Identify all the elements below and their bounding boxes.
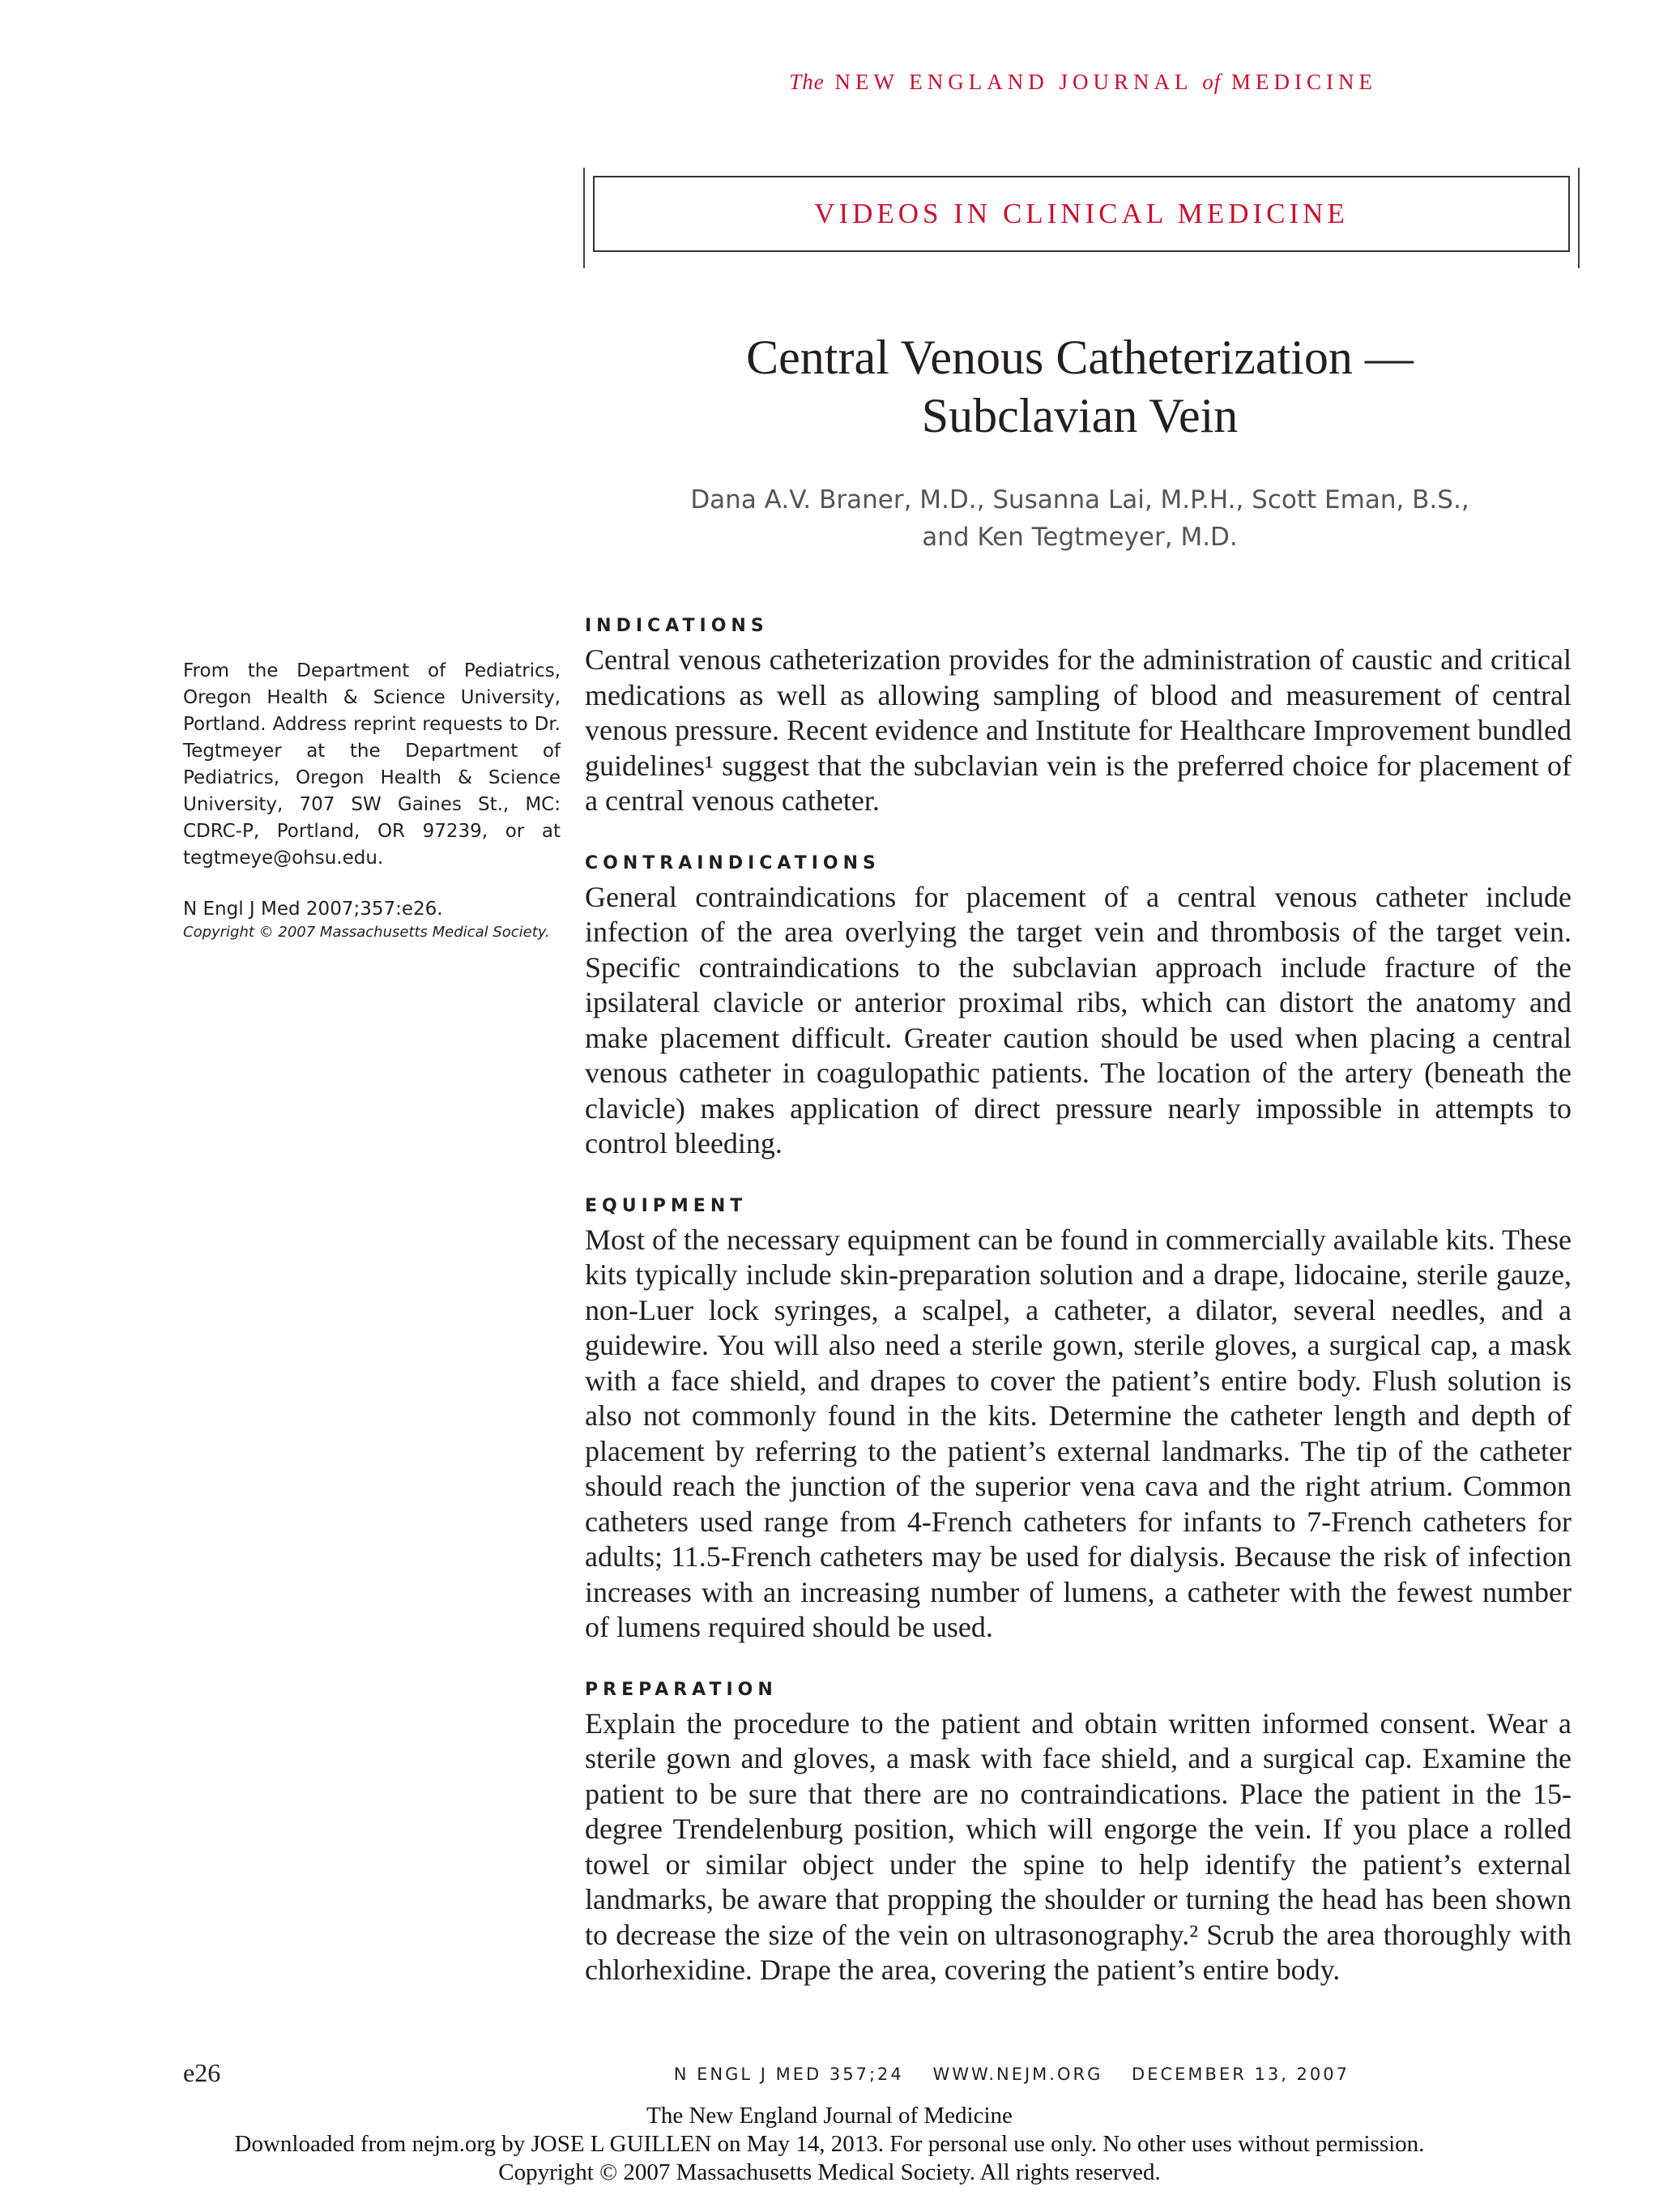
running-head-journal-b: MEDICINE (1231, 70, 1377, 94)
sidebar (183, 658, 561, 942)
section-paragraph: Central venous catheterization provides for the administration of caustic and critical medications as well as allowing sampling of blood and measurement of central venous pressure. Recent evidence and Institute for Healthcare Improvement bundled guidelines¹ suggest that the subclavian vein is the preferred choice for placement of a central venous catheter. (585, 643, 1572, 817)
author-list (583, 481, 1576, 556)
download-notice (0, 2102, 1659, 2187)
author-line-2: and Ken Tegtmeyer, M.D. (922, 523, 1238, 552)
footer-journal-citation: N ENGL J MED 357;24 (673, 2065, 904, 2084)
section-indications (585, 616, 1572, 819)
article-title-line-1: Central Venous Catheterization — (746, 331, 1414, 384)
footer-website-link[interactable]: WWW.NEJM.ORG (932, 2065, 1103, 2084)
section-heading: PREPARATION (585, 1679, 778, 1700)
citation: N Engl J Med 2007;357:e26. (183, 899, 443, 920)
section-preparation (585, 1680, 1572, 1988)
section-label: VIDEOS IN CLINICAL MEDICINE (814, 198, 1349, 229)
download-notice-copyright: Copyright © 2007 Massachusetts Medical Society. All rights reserved. (498, 2159, 1161, 2185)
article-title (583, 328, 1576, 445)
section-paragraph: Most of the necessary equipment can be found in commercially available kits. These kits typically include skin-preparation solution and a drape, lidocaine, sterile gauze, non-Luer lock syringes, a scalpel, a catheter, a dilator, several needles, and a guidewire. You will also need a sterile gown, sterile gloves, a surgical cap, a mask with a face shield, and drapes to cover the patient’s entire body. Flush solution is also not commonly found in the kits. Determine the catheter length and depth of placement by referring to the patient’s external landmarks. The tip of the catheter should reach the junction of the superior vena cava and the right atrium. Common catheters used range from 4-French catheters for infants to 7-French catheters for adults; 11.5-French catheters may be used for dialysis. Because the risk of infection increases with an increasing number of lumens, a catheter with the fewest number of lumens required should be used. (585, 1223, 1572, 1643)
section-paragraph: Explain the procedure to the patient and obtain written informed consent. Wear a sterile gown and gloves, a mask with face shield, and a surgical cap. Examine the patient to be sure that there are no contraindications. Place the patient in the 15-degree Trendelenburg position, which will engorge the vein. If you place a rolled towel or similar object under the spine to help identify the patient’s external landmarks, be aware that propping the shoulder or turning the head has been shown to decrease the size of the vein on ultrasonography.² Scrub the area thoroughly with chlorhexidine. Drape the area, covering the patient’s entire body. (585, 1706, 1572, 1986)
section-contraindications (585, 853, 1572, 1162)
running-head-of: of (1202, 70, 1222, 94)
section-paragraph: General contraindications for placement of a central venous catheter include infection of the area overlying the target vein and thrombosis of the target vein. Specific contraindications to the subclavian approach include fracture of the ipsilateral clavicle or anterior proximal ribs, which can distort the anatomy and make placement difficult. Greater caution should be used when placing a central venous catheter in coagulopathic patients. The location of the artery (beneath the clavicle) makes application of direct pressure nearly impossible in attempts to control bleeding. (585, 880, 1572, 1159)
section-heading: CONTRAINDICATIONS (585, 852, 881, 873)
section-label-box (583, 168, 1580, 268)
footer-issue-date: DECEMBER 13, 2007 (1132, 2065, 1350, 2084)
footer-journal-info (653, 2065, 1350, 2084)
page-footer (183, 2058, 1350, 2090)
section-equipment (585, 1196, 1572, 1646)
sidebar-copyright: Copyright © 2007 Massachusetts Medical Society. (183, 924, 550, 941)
download-notice-usage: Downloaded from nejm.org by JOSE L GUILLEN on May 14, 2013. For personal use only. No other uses without permission. (234, 2131, 1425, 2157)
running-head-journal-a: NEW ENGLAND JOURNAL (834, 70, 1192, 94)
running-head (0, 70, 1377, 95)
section-heading: INDICATIONS (585, 616, 769, 636)
running-head-the: The (789, 70, 825, 94)
article-title-line-2: Subclavian Vein (921, 389, 1239, 442)
author-line-1: Dana A.V. Braner, M.D., Susanna Lai, M.P.H., Scott Eman, B.S., (690, 485, 1469, 515)
article-body (585, 616, 1572, 2022)
download-notice-journal: The New England Journal of Medicine (646, 2103, 1013, 2129)
section-heading: EQUIPMENT (585, 1195, 748, 1216)
page-number: e26 (183, 2058, 221, 2087)
section-label-frame (593, 176, 1570, 252)
author-affiliation: From the Department of Pediatrics, Oregon Health & Science University, Portland. Address reprint requests to Dr. Tegtmeyer at the Department of Pediatrics, Oregon Health & Science University, 707 SW Gaines St., MC: CDRC-P, Portland, OR 97239, or at tegtmeye@ohsu.edu. (183, 660, 561, 869)
